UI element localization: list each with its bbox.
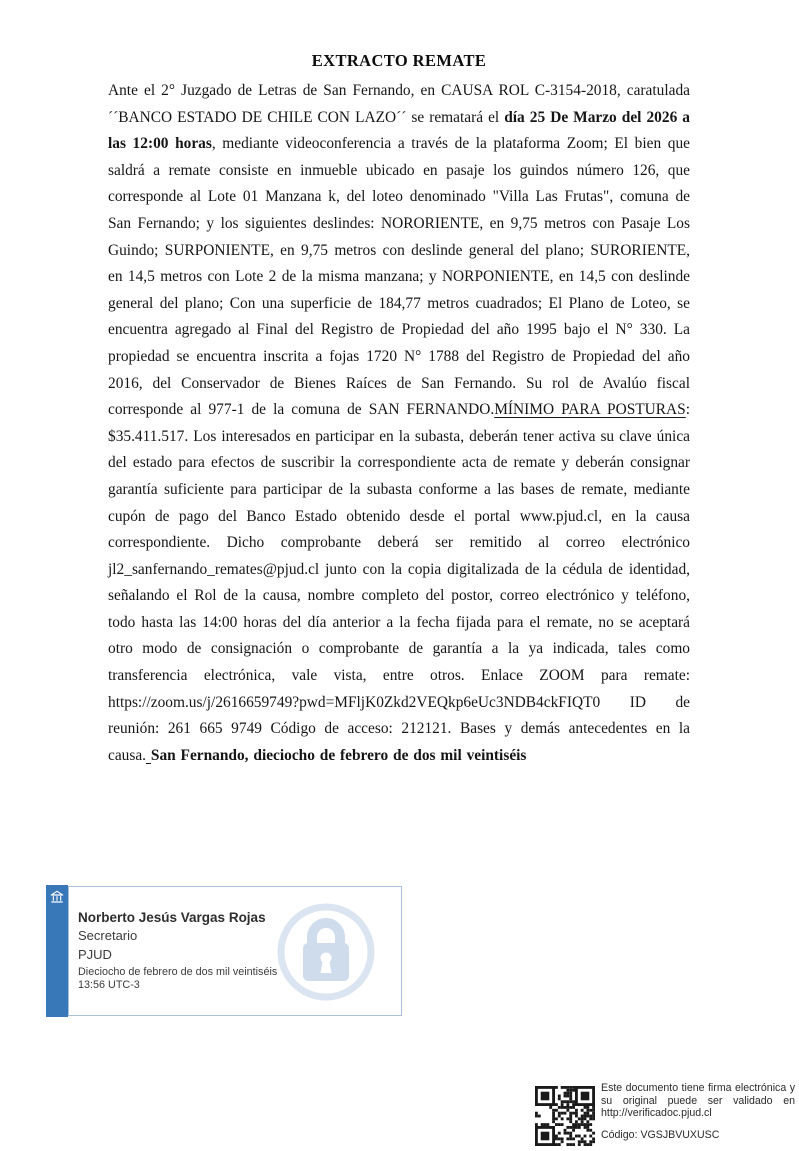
- body-text-segment: San Fernando, dieciocho de febrero de dos mil veintiséis: [150, 746, 527, 764]
- body-text-segment: MÍNIMO PARA POSTURAS: [494, 401, 686, 419]
- signature-card: [68, 886, 402, 1016]
- signer-role: Secretario: [78, 928, 138, 943]
- signature-time: 13:56 UTC-3: [78, 978, 140, 991]
- body-text-segment: : $35.411.517. Los interesados en participar en la subasta, deberán tener activa su clave única del estado para efectos de suscribir la correspondiente acta de remate y deberán consignar garantía suficiente para participar de la subasta conforme a las bases de remate, mediante cupón de pago del Banco Estado obtenido desde el portal www.pjud.cl, en la causa correspondiente. Dicho comprobante deberá ser remitido al correo electrónico jl2_sanfernando_remates@pjud.cl junto con la copia digitalizada de la cédula de identidad, señalando el Rol de la causa, nombre completo del postor, correo electrónico y teléfono, todo hasta las 14:00 horas del día anterior a la fecha fijada para el remate, no se aceptará otro modo de consignación o comprobante de garantía a la ya indicada, tales como transferencia electrónica, vale vista, entre otros. Enlace ZOOM para remate: https://zoom.us/j/2616659749?pwd=MFljK0Zkd2VEQkp6eUc3NDB4ckFIQT0 ID de reunión: 261 665 9749 Código de acceso: 212121. Bases y demás antecedentes en la causa.: [108, 401, 690, 764]
- bank-icon: [49, 889, 65, 905]
- signature-block: [46, 885, 402, 1017]
- document-title: EXTRACTO REMATE: [311, 51, 487, 70]
- lock-icon: [276, 902, 376, 1002]
- signature-accent-bar: [46, 885, 68, 1017]
- document-body-paragraph: [108, 78, 690, 769]
- signature-date: Dieciocho de febrero de dos mil veintiséis: [78, 966, 278, 978]
- signature-text: [78, 909, 277, 991]
- body-text-segment: , mediante videoconferencia a través de la plataforma Zoom; El bien que saldrá a remate consiste en inmueble ubicado en pasaje los guindos número 126, que corresponde al Lote 01 Manzana k, del loteo denominado "Villa Las Frutas", comuna de San Fernando; y los siguientes deslindes: NORORIENTE, en 9,75 metros con Pasaje Los Guindo; SURPONIENTE, en 9,75 metros con deslinde general del plano; SURORIENTE, en 14,5 metros con Lote 2 de la misma manzana; y NORPONIENTE, en 14,5 con deslinde general del plano; Con una superficie de 184,77 metros cuadrados; El Plano de Loteo, se encuentra agregado al Final del Registro de Propiedad del año 1995 bajo el N° 330. La propiedad se encuentra inscrita a fojas 1720 N° 1788 del Registro de Propiedad del año 2016, del Conservador de Bienes Raíces de San Fernando. Su rol de Avalúo fiscal corresponde al 977-1 de la comuna de SAN FERNANDO.: [108, 135, 690, 419]
- signer-name: Norberto Jesús Vargas Rojas: [78, 910, 266, 925]
- verification-message: Este documento tiene firma electrónica y su original puede ser validado en http://verificadoc.pjud.cl: [601, 1082, 795, 1120]
- qr-code-icon: [535, 1086, 595, 1146]
- body-text-segment: Ante el 2° Juzgado de Letras de San Fernando, en CAUSA ROL C-3154-2018, caratulada ´´BANCO ESTADO DE CHILE CON LAZO´´ se rematará el: [108, 82, 690, 126]
- signer-org: PJUD: [78, 947, 112, 962]
- verification-code: Código: VGSJBVUXUSC: [601, 1129, 720, 1141]
- body-text-segment: día 25 De Marzo del 2026 a las 12:00 horas: [108, 108, 690, 153]
